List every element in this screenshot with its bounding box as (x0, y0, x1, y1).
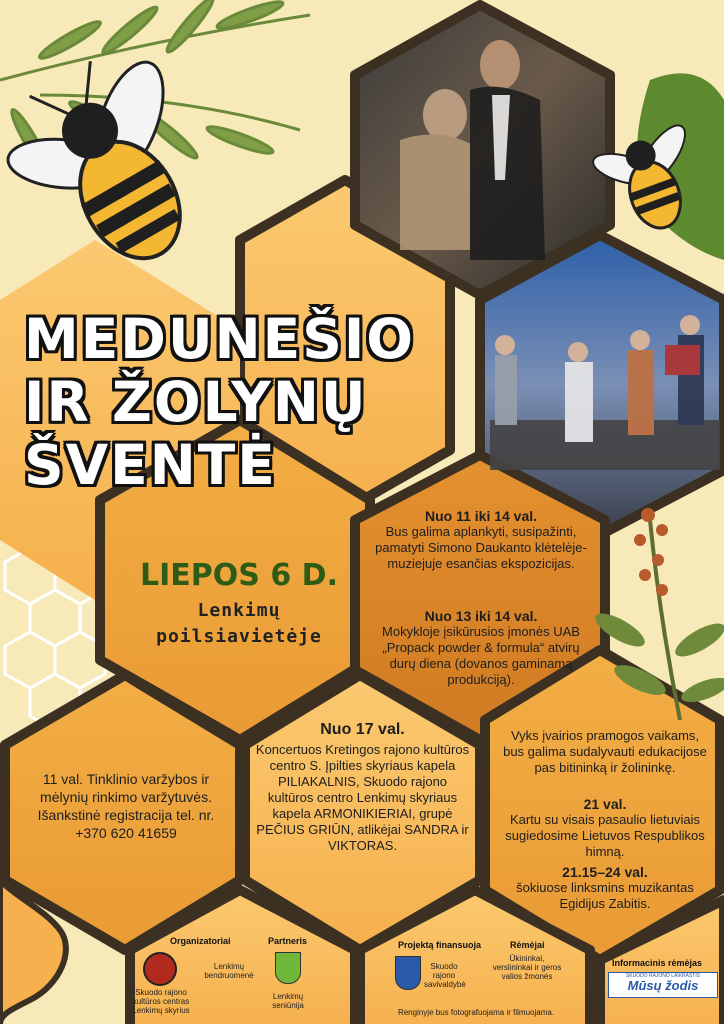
block-text: Kartu su visais pasaulio lietuviais sugiedosime Lietuvos Respublikos himną. (505, 812, 705, 859)
partners-label: Partneris (268, 936, 308, 946)
block-text: Bus galima aplankyti, susipažinti, pamatyti Simono Daukanto klėtelėje-muziejuje esančias ekspozicijas. (375, 524, 587, 571)
venue-line-2: poilsiavietėje (156, 626, 322, 647)
sponsors-label: Rėmėjai (510, 940, 545, 950)
municipality-coat-of-arms (395, 956, 421, 990)
newspaper-small-caption: SKUODO RAJONO LAIKRAŠTIS (625, 973, 701, 979)
schedule-block-volleyball (26, 770, 226, 842)
partner-1: Lenkimų seniūnija (272, 992, 304, 1010)
block-text: Mokykloje įsikūrusios įmonės UAB „Propack powder & formula“ atvirų durų diena (dovanos gaminamą produkciją). (382, 624, 580, 687)
organizer-2: Lenkimų bendruomenė (204, 962, 254, 980)
newspaper-logo (608, 972, 718, 998)
newspaper-name: Mūsų žodis (627, 978, 699, 993)
schedule-block-open-day (372, 608, 590, 688)
venue-line-1: Lenkimų (197, 600, 281, 621)
block-heading: 21 val. (583, 796, 627, 812)
seniunija-coat-of-arms (275, 952, 301, 984)
block-text: Koncertuos Kretingos rajono kultūros centro S. Įpilties skyriaus kapela PILIAKALNIS, Skuodo rajono kultūros centro Lenkimų skyriaus kapela ARMONIKIERIAI, grupė PEČIUS GRIŪN, atlikėjai SANDRA ir VIKTORAS. (255, 742, 470, 853)
event-date: LIEPOS 6 D. (140, 558, 338, 593)
block-heading: Nuo 17 val. (320, 721, 405, 738)
organizers-label: Organizatoriai (170, 936, 231, 946)
block-text: Tinklinio varžybos ir mėlynių rinkimo varžytuvės. Išankstinė registracija tel. nr. +370 620 41659 (37, 771, 215, 841)
title-line-2: IR ŽOLYNŲ (24, 370, 368, 434)
info-sponsor-label: Informacinis rėmėjas (612, 958, 703, 968)
culture-centre-logo (143, 952, 177, 986)
sponsor-1: Ūkininkai, verslininkai ir geros valios žmonės (492, 954, 562, 981)
schedule-block-dance (500, 864, 710, 912)
block-heading: Nuo 13 iki 14 val. (424, 608, 538, 624)
schedule-block-kids (500, 728, 710, 776)
event-venue (104, 598, 374, 650)
photo-notice: Renginyje bus fotografuojama ir filmuojama. (397, 1008, 555, 1017)
title-line-3: ŠVENTĖ (24, 433, 277, 497)
funding-label: Projektą finansuoja (398, 940, 482, 950)
block-heading: Nuo 11 iki 14 val. (424, 508, 538, 524)
block-text: šokiuose linksmins muzikantas Egidijus Zabitis. (516, 880, 694, 911)
block-text: Vyks įvairios pramogos vaikams, bus galima sudalyvauti edukacijose pas bitininką ir žolininkę. (503, 728, 707, 775)
organizer-1: Skuodo rajono kultūros centras Lenkimų skyrius (132, 988, 190, 1015)
funder-1: Skuodo rajono savivaldybė (424, 962, 466, 989)
schedule-block-museum (372, 508, 590, 572)
schedule-block-concert (255, 722, 470, 854)
event-title (24, 308, 464, 497)
schedule-block-anthem (500, 796, 710, 860)
block-heading: 11 val. (42, 771, 84, 787)
block-heading: 21.15–24 val. (562, 864, 648, 880)
title-line-1: MEDUNEŠIO (24, 307, 416, 371)
